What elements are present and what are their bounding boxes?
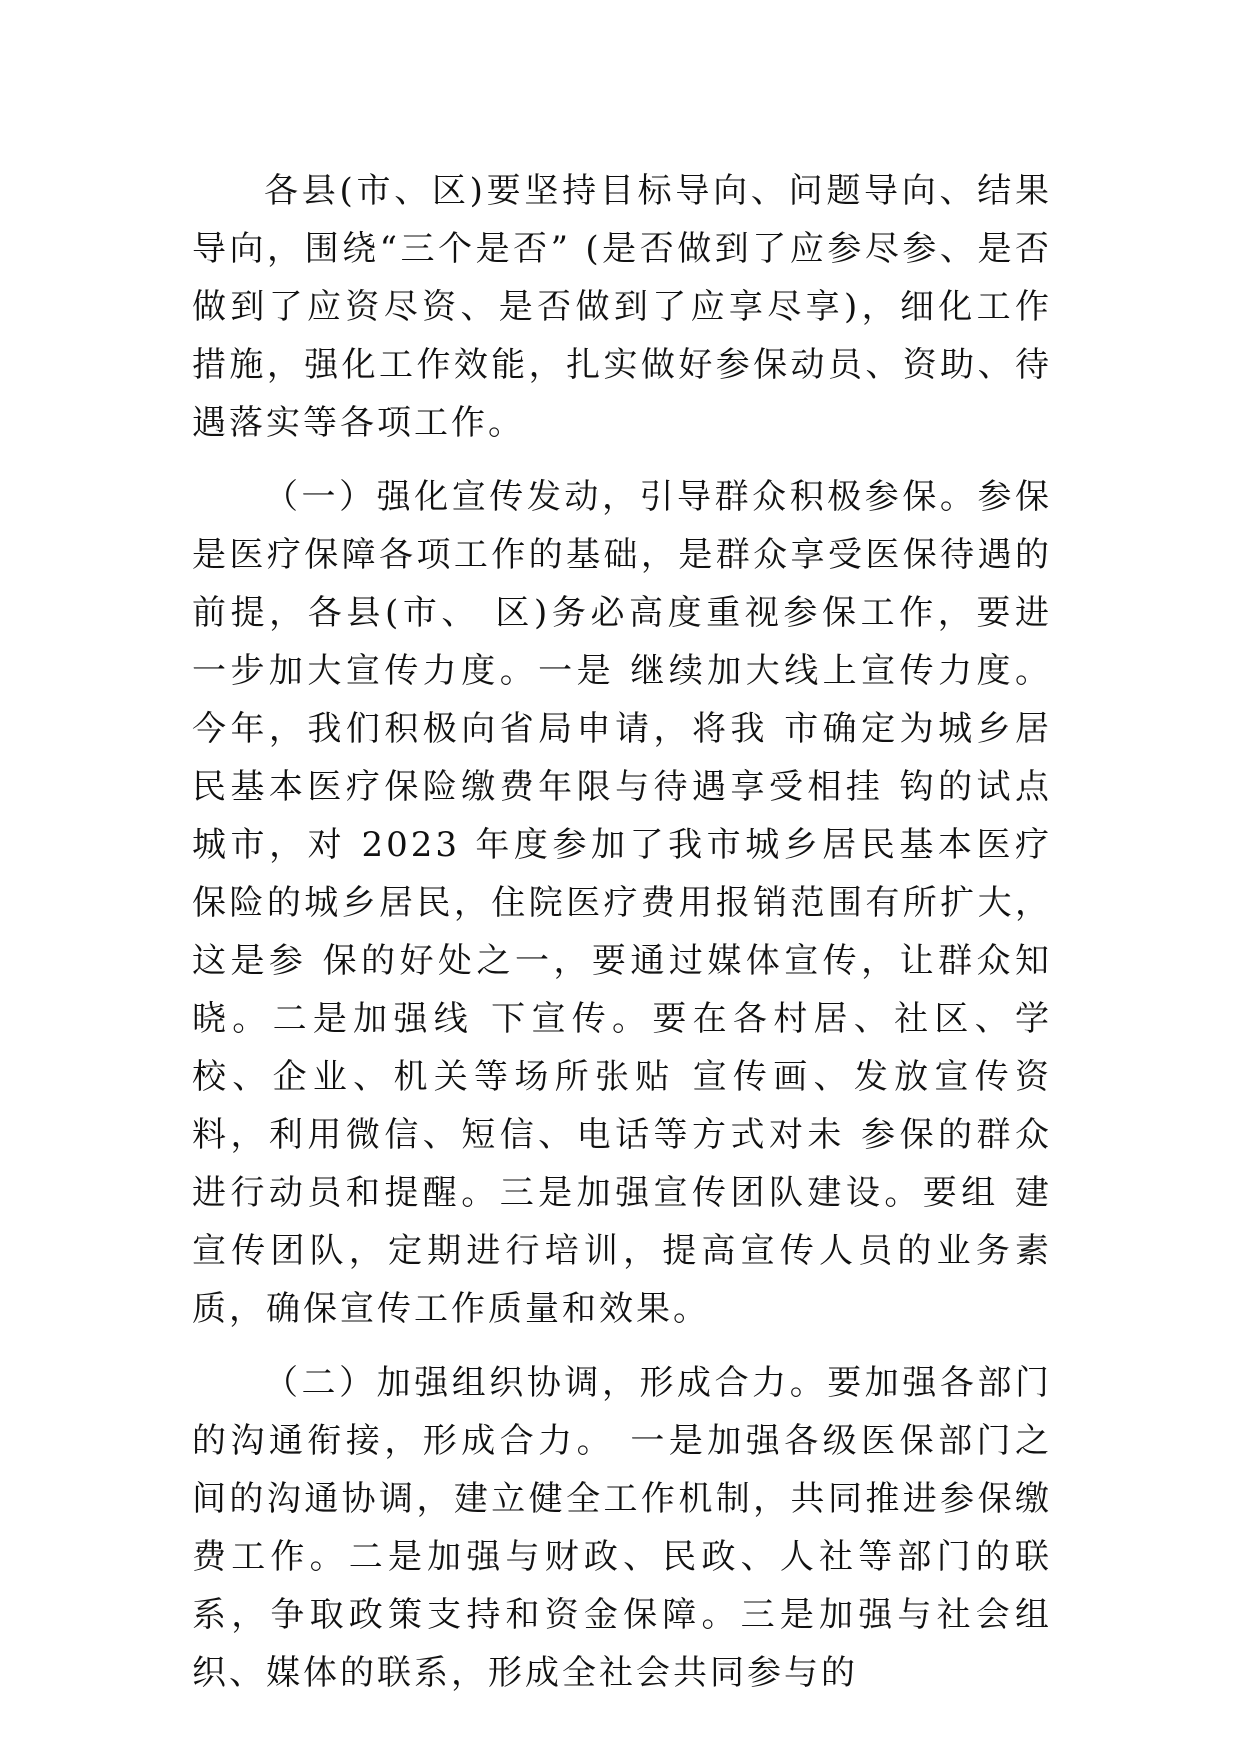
paragraph-section-1: （一）强化宣传发动，引导群众积极参保。参保是医疗保障各项工作的基础，是群众享受医保待遇的前提，各县(市、 区)务必高度重视参保工作，要进一步加大宣传力度。一是 继续加大线上宣传力度。今年，我们积极向省局申请，将我 市确定为城乡居民基本医疗保险缴费年限与待遇享受相挂 钩的试点城市，对 2023 年度参加了我市城乡居民基本医疗 保险的城乡居民，住院医疗费用报销范围有所扩大，这是参 保的好处之一，要通过媒体宣传，让群众知晓。二是加强线 下宣传。要在各村居、社区、学校、企业、机关等场所张贴 宣传画、发放宣传资料，利用微信、短信、电话等方式对未 参保的群众进行动员和提醒。三是加强宣传团队建设。要组 建宣传团队，定期进行培训，提高宣传人员的业务素质，确保宣传工作质量和效果。 [192, 477, 1052, 1329]
paragraph-intro: 各县(市、区)要坚持目标导向、问题导向、结果导向，围绕“三个是否” (是否做到了应参尽参、是否做到了应资尽资、是否做到了应享尽享)，细化工作措施，强化工作效能，扎实做好参保动员、资助、待遇落实等各项工作。 [192, 171, 1052, 443]
paragraph-section-2: （二）加强组织协调，形成合力。要加强各部门的沟通衔接，形成合力。 一是加强各级医保部门之间的沟通协调，建立健全工作机制，共同推进参保缴费工作。二是加强与财政、民政、人社等部门的联系，争取政策支持和资金保障。三是加强与社会组织、媒体的联系，形成全社会共同参与的 [192, 1363, 1052, 1693]
document-body [192, 162, 1052, 1702]
